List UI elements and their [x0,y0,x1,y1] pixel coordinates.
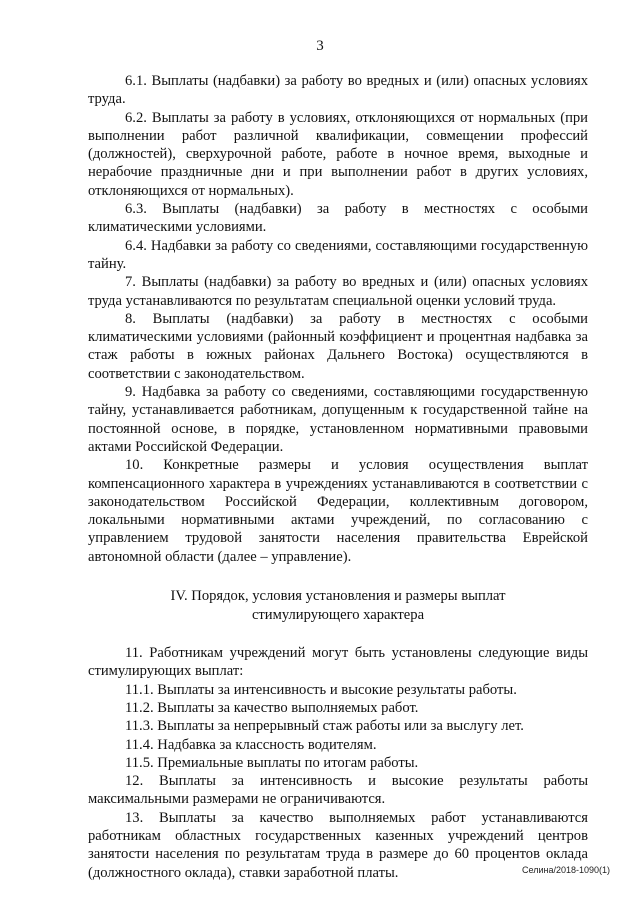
paragraph-6-1: 6.1. Выплаты (надбавки) за работу во вредных и (или) опасных условиях труда. [88,73,588,108]
section-title-line-1: IV. Порядок, условия установления и размеры выплат [170,588,506,605]
paragraph-13: 13. Выплаты за качество выполняемых работ устанавливаются работникам областных государственных казенных учреждений центров занятости населения по результатам труда в размере до 60 процентов оклада (должностного оклада), ставки заработной платы. [88,809,588,881]
paragraph-12: 12. Выплаты за интенсивность и высокие результаты работы максимальными размерами не ограничиваются. [88,773,588,808]
paragraph-10: 10. Конкретные размеры и условия осуществления выплат компенсационного характера в учреждениях устанавливаются в соответствии с законодательством Российской Федерации, коллективным договором, локальными нормативными актами учреждений, по согласованию с управлением трудовой занятости населения правительства Еврейской автономной области (далее – управление). [88,457,588,565]
section-title-line-2: стимулирующего характера [251,606,425,623]
paragraph-7: 7. Выплаты (надбавки) за работу во вредных и (или) опасных условиях труда устанавливаются по результатам специальной оценки условий труда. [88,274,588,309]
document-code-footer: Селина/2018-1090(1) [521,865,610,875]
paragraph-6-4: 6.4. Надбавки за работу со сведениями, составляющими государственную тайну. [88,237,588,272]
paragraph-11: 11. Работникам учреждений могут быть установлены следующие виды стимулирующих выплат: [88,645,588,680]
paragraph-11-4: 11.4. Надбавка за классность водителям. [125,736,377,753]
paragraph-6-2: 6.2. Выплаты за работу в условиях, отклоняющихся от нормальных (при выполнении работ различной квалификации, совмещении профессий (должностей), сверхурочной работе, работе в ночное время, выходные и нерабочие праздничные дни и при выполнении работ в других условиях, отклоняющихся от нормальных). [88,109,588,199]
section-heading [88,587,588,624]
page-number: 3 [316,38,324,54]
document-body [88,72,588,882]
paragraph-11-1: 11.1. Выплаты за интенсивность и высокие результаты работы. [125,681,517,698]
paragraph-11-5: 11.5. Премиальные выплаты по итогам работы. [125,754,419,771]
paragraph-6-3: 6.3. Выплаты (надбавки) за работу в местностях с особыми климатическими условиями. [88,201,588,236]
paragraph-9: 9. Надбавка за работу со сведениями, составляющими государственную тайну, устанавливается работникам, допущенным к государственной тайне на постоянной основе, в порядке, установленном нормативными правовыми актами Российской Федерации. [88,384,588,455]
paragraph-8: 8. Выплаты (надбавки) за работу в местностях с особыми климатическими условиями (районный коэффициент и процентная надбавка за стаж работы в южных районах Дальнего Востока) осуществляются в соответствии с законодательством. [88,310,588,382]
paragraph-11-2: 11.2. Выплаты за качество выполняемых работ. [125,699,419,716]
paragraph-11-3: 11.3. Выплаты за непрерывный стаж работы или за выслугу лет. [125,718,524,735]
